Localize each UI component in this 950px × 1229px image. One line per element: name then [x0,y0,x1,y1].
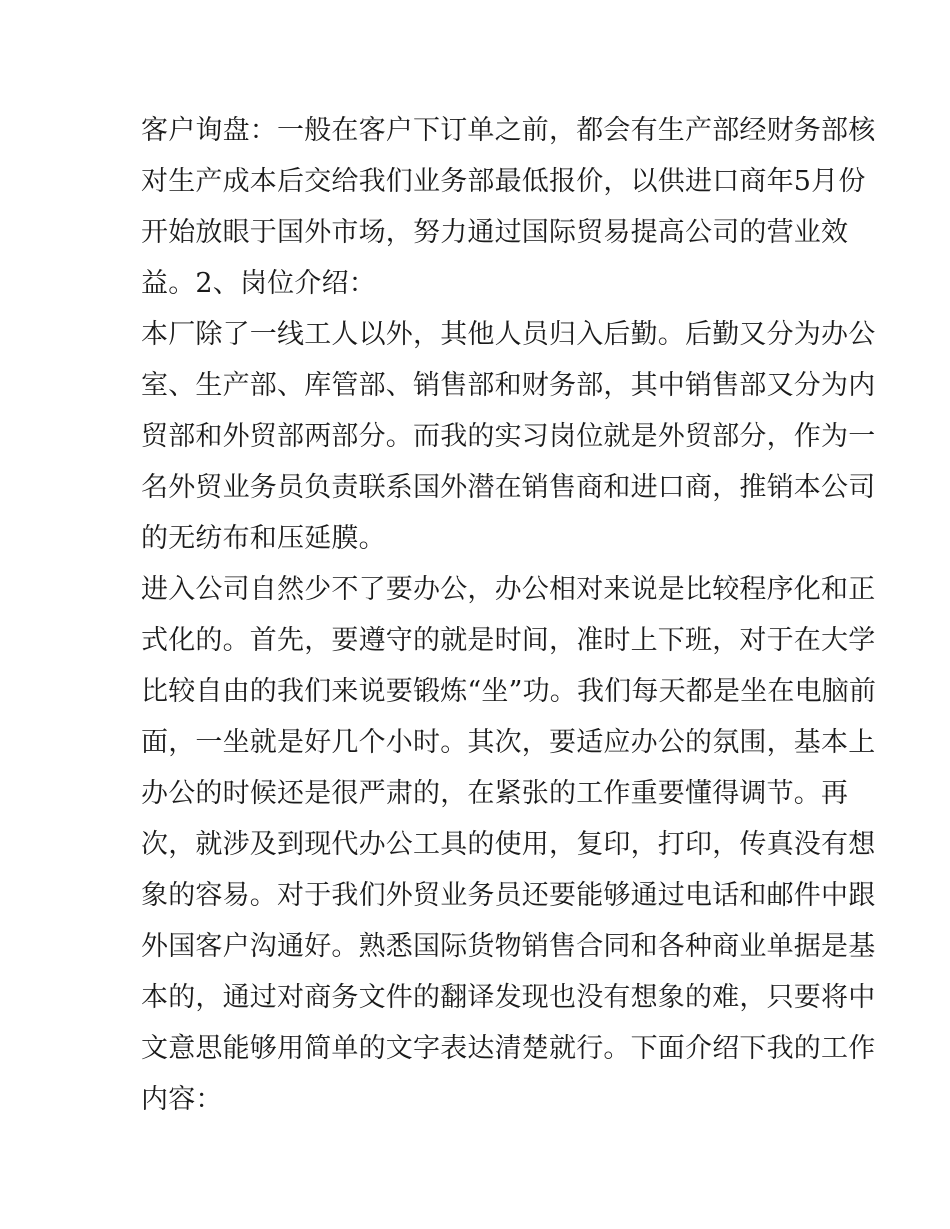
text-line-20: 内容： [141,1084,223,1115]
text-line-11: 式化的。首先，要遵守的就是时间，准时上下班，对于在大学 [141,625,876,656]
text-line-15: 次，就涉及到现代办公工具的使用，复印，打印，传真没有想 [141,829,876,860]
text-line-10: 进入公司自然少不了要办公，办公相对来说是比较程序化和正 [141,574,876,605]
text-line-16: 象的容易。对于我们外贸业务员还要能够通过电话和邮件中跟 [141,880,876,911]
text-line-8: 名外贸业务员负责联系国外潜在销售商和进口商，推销本公司 [141,472,876,503]
text-line-1: 客户询盘：一般在客户下订单之前，都会有生产部经财务部核 [141,115,876,146]
text-line-5: 本厂除了一线工人以外，其他人员归入后勤。后勤又分为办公 [141,319,876,350]
text-line-6: 室、生产部、库管部、销售部和财务部，其中销售部又分为内 [141,370,876,401]
text-line-14: 办公的时候还是很严肃的，在紧张的工作重要懂得调节。再 [141,778,849,809]
text-line-17: 外国客户沟通好。熟悉国际货物销售合同和各种商业单据是基 [141,931,876,962]
text-line-18: 本的，通过对商务文件的翻译发现也没有想象的难，只要将中 [141,982,876,1013]
text-line-4: 益。2、岗位介绍： [141,268,376,299]
text-line-7: 贸部和外贸部两部分。而我的实习岗位就是外贸部分，作为一 [141,421,876,452]
text-line-9: 的无纺布和压延膜。 [141,523,386,554]
text-line-2: 对生产成本后交给我们业务部最低报价，以供进口商年5月份 [141,166,866,197]
text-line-13: 面，一坐就是好几个小时。其次，要适应办公的氛围，基本上 [141,727,876,758]
text-line-3: 开始放眼于国外市场，努力通过国际贸易提高公司的营业效 [141,217,849,248]
text-line-19: 文意思能够用简单的文字表达清楚就行。下面介绍下我的工作 [141,1033,876,1064]
text-line-12: 比较自由的我们来说要锻炼“坐”功。我们每天都是坐在电脑前 [141,676,877,707]
